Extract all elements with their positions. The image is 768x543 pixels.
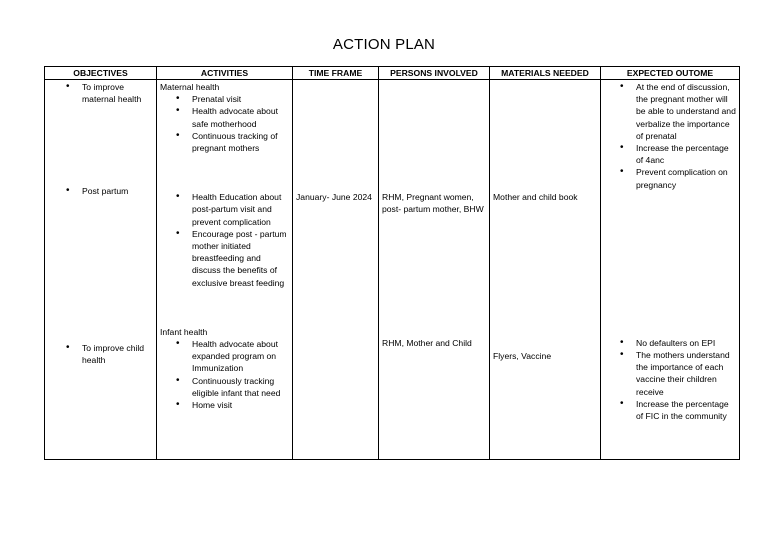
materials-needed-cell — [490, 80, 601, 460]
time-frame-value: January- June 2024 — [296, 192, 372, 202]
objectives-cell — [45, 80, 157, 460]
list-item: • Health advocate about expanded program on Immunization — [192, 338, 289, 375]
materials-child: Flyers, Vaccine — [493, 351, 552, 362]
infant-activities-list — [160, 338, 289, 411]
header-expected-outcome: EXPECTED OUTOME — [601, 67, 740, 80]
page-title: ACTION PLAN — [332, 36, 436, 53]
header-persons-involved: PERSONS INVOLVED — [379, 67, 490, 80]
header-objectives: OBJECTIVES — [45, 67, 157, 80]
persons-child: RHM, Mother and Child — [382, 338, 472, 349]
header-activities: ACTIVITIES — [157, 67, 293, 80]
time-frame-cell — [293, 80, 379, 460]
maternal-activities-list — [160, 93, 289, 154]
list-item: • Prevent complication on pregnancy — [636, 166, 736, 190]
header-time-frame: TIME FRAME — [293, 67, 379, 80]
action-plan-table — [44, 66, 740, 460]
objective-child: • To improve child health — [82, 342, 153, 366]
list-item: • No defaulters on EPI — [636, 337, 736, 349]
activities-cell — [157, 80, 293, 460]
list-item: • Increase the percentage of 4anc — [636, 142, 736, 166]
list-item: • Health Education about post-partum visit and prevent complication — [192, 191, 289, 228]
table-row — [45, 80, 740, 460]
persons-postpartum: RHM, Pregnant women, post- partum mother, BHW — [382, 192, 484, 215]
expected-outcome-list-1 — [604, 81, 736, 191]
materials-postpartum: Mother and child book — [493, 192, 578, 202]
list-item: • Encourage post - partum mother initiated breastfeeding and discuss the benefits of exclusive breast feeding — [192, 228, 289, 289]
list-item: • At the end of discussion, the pregnant mother will be able to understand and verbalize the importance of prenatal — [636, 81, 736, 142]
list-item: • The mothers understand the importance of each vaccine their children receive — [636, 349, 736, 398]
list-item: • Continuous tracking of pregnant mothers — [192, 130, 289, 154]
list-item: • Health advocate about safe motherhood — [192, 105, 289, 129]
postpartum-activities-list — [160, 191, 289, 289]
list-item: • Continuously tracking eligible infant that need — [192, 375, 289, 399]
header-materials-needed: MATERIALS NEEDED — [490, 67, 601, 80]
list-item: • Prenatal visit — [192, 93, 289, 105]
objective-postpartum: • Post partum — [82, 185, 153, 197]
list-item: • Increase the percentage of FIC in the community — [636, 398, 736, 422]
persons-involved-cell — [379, 80, 490, 460]
objective-maternal: • To improve maternal health — [82, 81, 153, 105]
expected-outcome-cell — [601, 80, 740, 460]
table-header-row — [45, 67, 740, 80]
expected-outcome-list-2 — [604, 337, 736, 422]
infant-health-heading: Infant health — [160, 326, 208, 337]
list-item: • Home visit — [192, 399, 289, 411]
maternal-health-heading: Maternal health — [160, 82, 220, 92]
